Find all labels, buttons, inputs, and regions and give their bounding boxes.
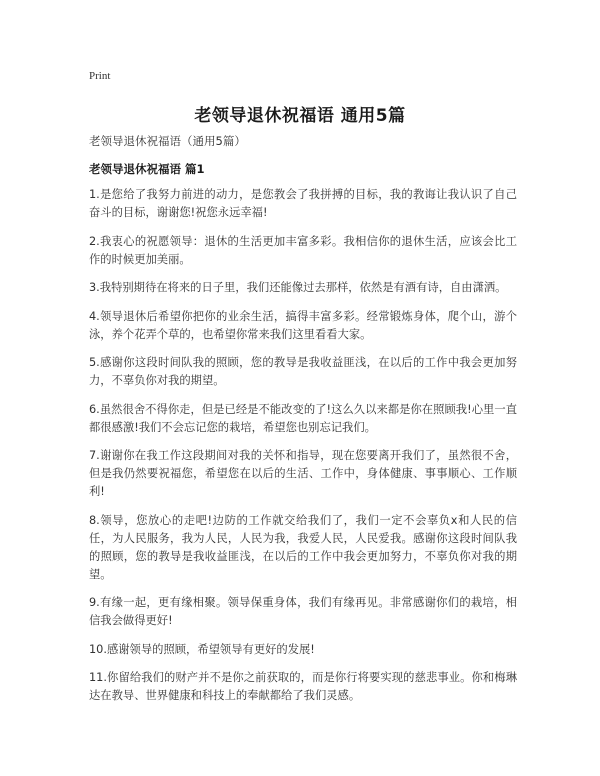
paragraph: 5.感谢你这段时间队我的照顾，您的教导是我收益匪浅，在以后的工作中我会更加努力，不辜负你对我的期望。	[89, 356, 517, 387]
paragraph: 3.我特别期待在将来的日子里，我们还能像过去那样，依然是有酒有诗，自由潇洒。	[89, 281, 507, 294]
paragraph: 4.领导退休后希望你把你的业余生活，搞得丰富多彩。经常锻炼身体，爬个山，游个泳，养个花弄个草的，也希望你常来我们这里看看大家。	[89, 309, 517, 341]
paragraph: 9.有缘一起，更有缘相聚。领导保重身体，我们有缘再见。非常感谢你们的栽培，相信我会做得更好!	[89, 596, 517, 627]
paragraph: 7.谢谢你在我工作这段期间对我的关怀和指导，现在您要离开我们了，虽然很不舍，但是我仍然要祝福您，希望您在以后的生活、工作中，身体健康、事事顺心、工作顺利!	[89, 449, 517, 498]
paragraph: 1.是您给了我努力前进的动力，是您教会了我拼搏的目标，我的教诲让我认识了自己奋斗的目标，谢谢您!祝您永远幸福!	[89, 188, 517, 219]
document-subtitle: 老领导退休祝福语（通用5篇）	[89, 134, 246, 148]
paragraph: 11.你留给我们的财产并不是你之前获取的，而是你行将要实现的慈悲事业。你和梅琳达在教导、世界健康和科技上的奉献都给了我们灵感。	[89, 671, 517, 702]
paragraph: 2.我衷心的祝愿领导：退休的生活更加丰富多彩。我相信你的退休生活，应该会比工作的时候更加美丽。	[89, 234, 517, 266]
document-title: 老领导退休祝福语 通用5篇	[194, 106, 406, 126]
section-heading: 老领导退休祝福语 篇1	[89, 162, 205, 176]
paragraph: 6.虽然很舍不得你走，但是已经是不能改变的了!这么久以来都是你在照顾我!心里一直都很感激!我们不会忘记您的栽培，希望您也别忘记我们。	[89, 402, 517, 434]
paragraph-list	[89, 186, 517, 716]
paragraph: 10.感谢领导的照顾，希望领导有更好的发展!	[89, 642, 315, 656]
paragraph: 8.领导，您放心的走吧!边防的工作就交给我们了，我们一定不会辜负x和人民的信任，为人民服务，我为人民，人民为我，我爱人民，人民爱我。感谢你这段时间队我的照顾，您的教导是我收益匪浅，在以后的工作中我会更加努力，不辜负你对我的期望。	[89, 513, 517, 581]
print-label: Print	[89, 70, 111, 82]
